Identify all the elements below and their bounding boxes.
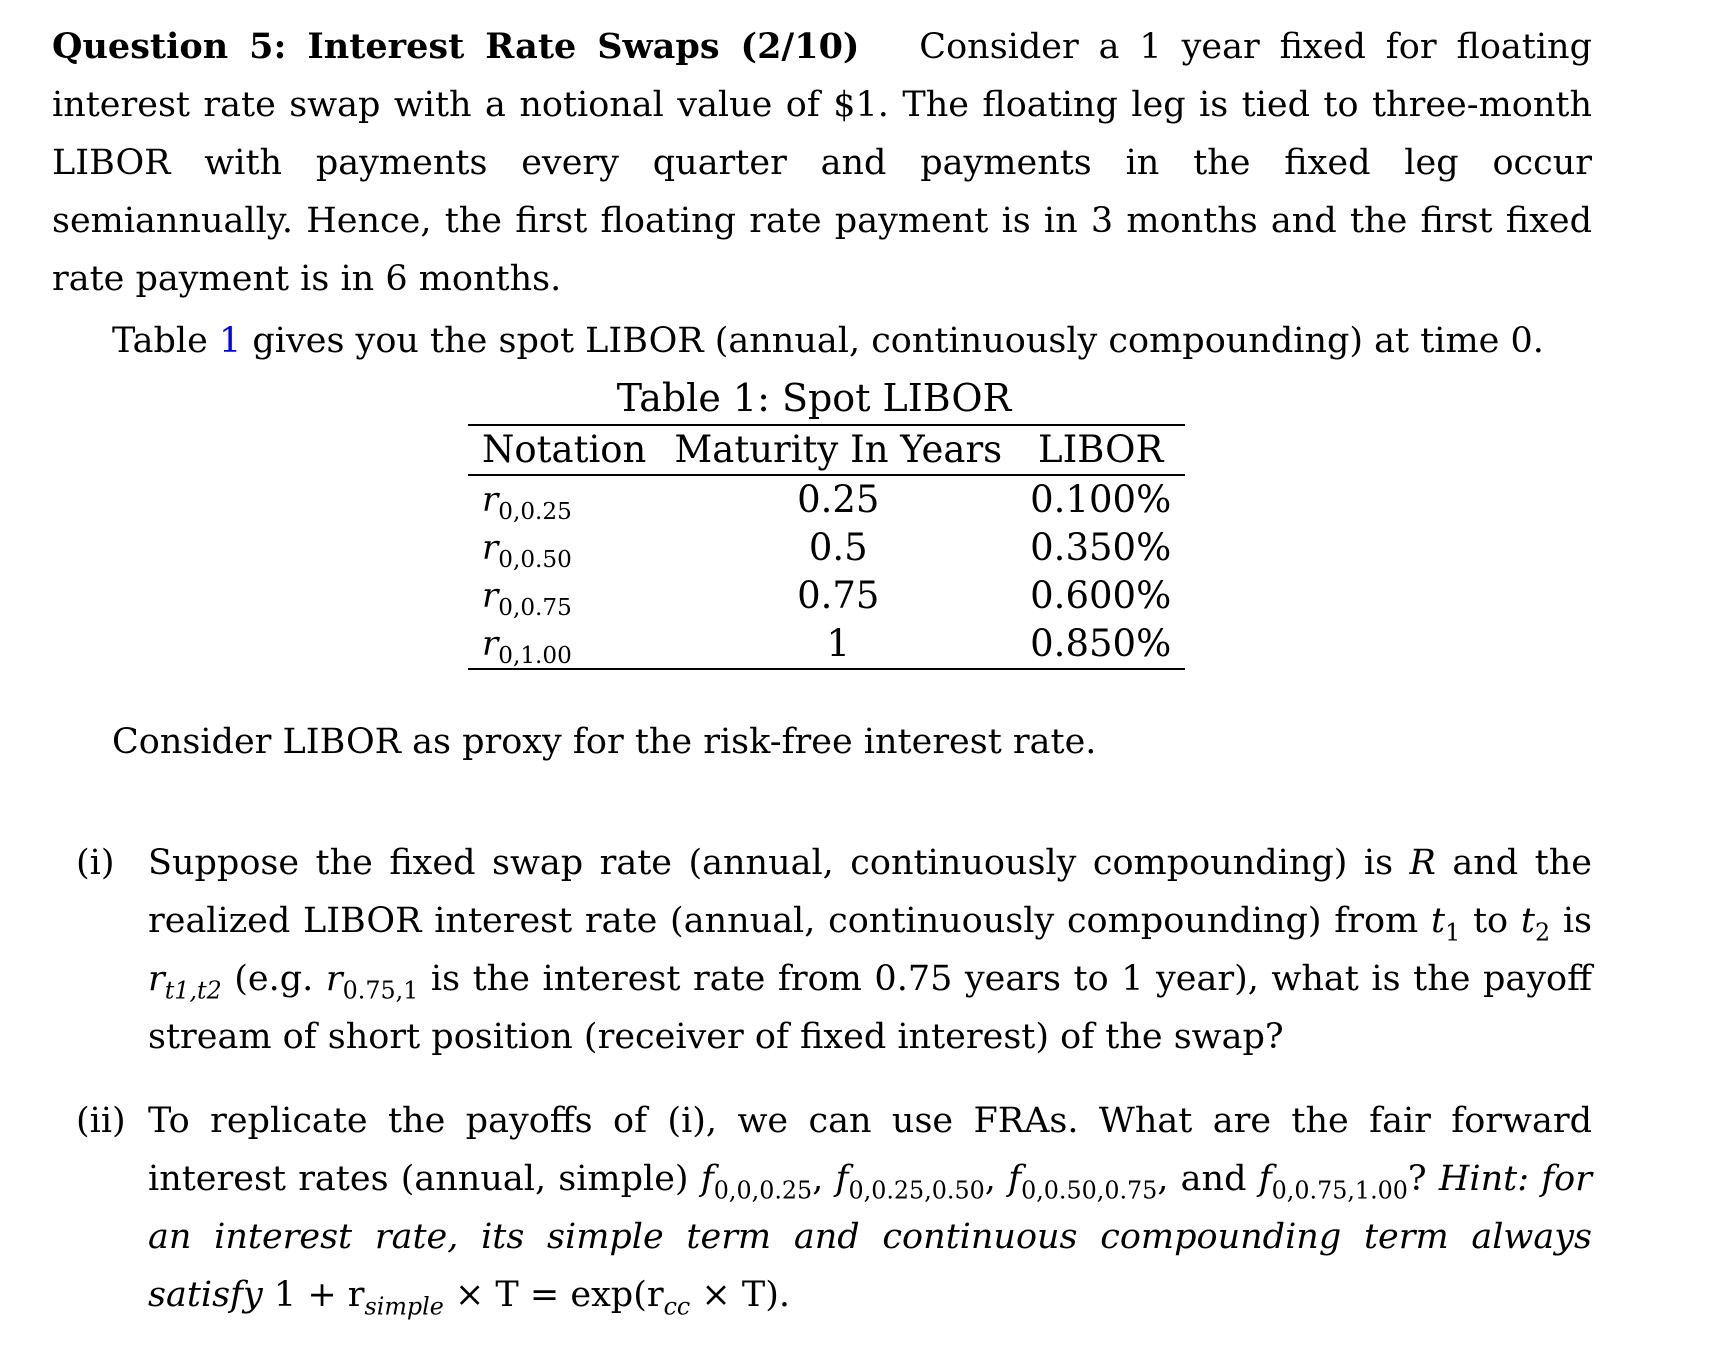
maturity-cell: 1 [826, 622, 851, 665]
maturity-cell: 0.75 [797, 574, 880, 617]
table-row [468, 475, 1185, 524]
notation-cell: $r_{0,0.50}$ [482, 528, 572, 574]
table-row [468, 524, 1185, 572]
question-body [52, 18, 1592, 370]
notation-cell: $r_{0,0.75}$ [482, 576, 572, 622]
question-title: Question 5: Interest Rate Swaps (2/10) [52, 26, 860, 67]
libor-cell: 0.600% [1030, 574, 1172, 617]
hint-text: Hint: for an interest rate, its simple term and continuous compounding term always satisfy [148, 1159, 1592, 1315]
libor-table-block [468, 372, 1180, 670]
table-header-row [468, 425, 1185, 475]
question-paragraph [52, 18, 1592, 308]
notation-cell: $r_{0,0.25}$ [482, 480, 572, 526]
libor-cell: 0.350% [1030, 526, 1172, 569]
consider-statement: Consider LIBOR as proxy for the risk-free interest rate. [112, 722, 1097, 762]
header-notation: Notation [482, 428, 647, 471]
notation-cell: $r_{0,1.00}$ [482, 624, 572, 670]
question-intro: Consider a 1 year fixed for floating interest rate swap with a notional value of $1. The floating leg is tied to three-month LIBOR with payments every quarter and payments in the fixed leg occur semiannually. Hence, the first floating rate payment is in 3 months and the first fixed rate payment is in 6 months. [52, 27, 1592, 299]
table-ref-post: gives you the spot LIBOR (annual, continuously compounding) at time 0. [252, 321, 1544, 361]
part-i-label: (i) [76, 843, 115, 883]
table-caption: Table 1: Spot LIBOR [616, 376, 1012, 420]
libor-cell: 0.100% [1030, 478, 1172, 521]
part-ii-label: (ii) [76, 1101, 126, 1141]
part-ii: (ii) To replicate the payoffs of (i), we can use FRAs. What are the fair forward interest rates (annual, simple) $f_{0,0,0.25}$, $f_{0,0.25,0.50}$, $f_{0,0.50,0.75}$, and $f_{0,0.75,1.00}$? Hint: for an interest rate, its simple term and continuous compounding term always satisfy $1 + r_{simple} \times T = \exp(r_{cc} \times T)$. [52, 1092, 1592, 1324]
header-maturity: Maturity In Years [674, 428, 1003, 471]
maturity-cell: 0.5 [808, 526, 868, 569]
table-reference-paragraph [52, 312, 1592, 370]
table-row [468, 620, 1185, 669]
libor-cell: 0.850% [1030, 622, 1172, 665]
header-libor: LIBOR [1038, 428, 1164, 471]
question-parts [52, 834, 1592, 1350]
maturity-cell: 0.25 [797, 478, 880, 521]
table-link[interactable]: 1 [218, 321, 242, 361]
table-row [468, 572, 1185, 620]
libor-table [468, 424, 1185, 670]
part-i: (i) Suppose the fixed swap rate (annual, continuously compounding) is R and the realized LIBOR interest rate (annual, continuously compounding) from $t_1$ to $t_2$ is $r_{t1,t2}$ (e.g. $r_{0.75,1}$ is the interest rate from 0.75 years to 1 year), what is the payoff stream of short position (receiver of fixed interest) of the swap? [52, 834, 1592, 1066]
table-ref-pre: Table [112, 321, 208, 361]
